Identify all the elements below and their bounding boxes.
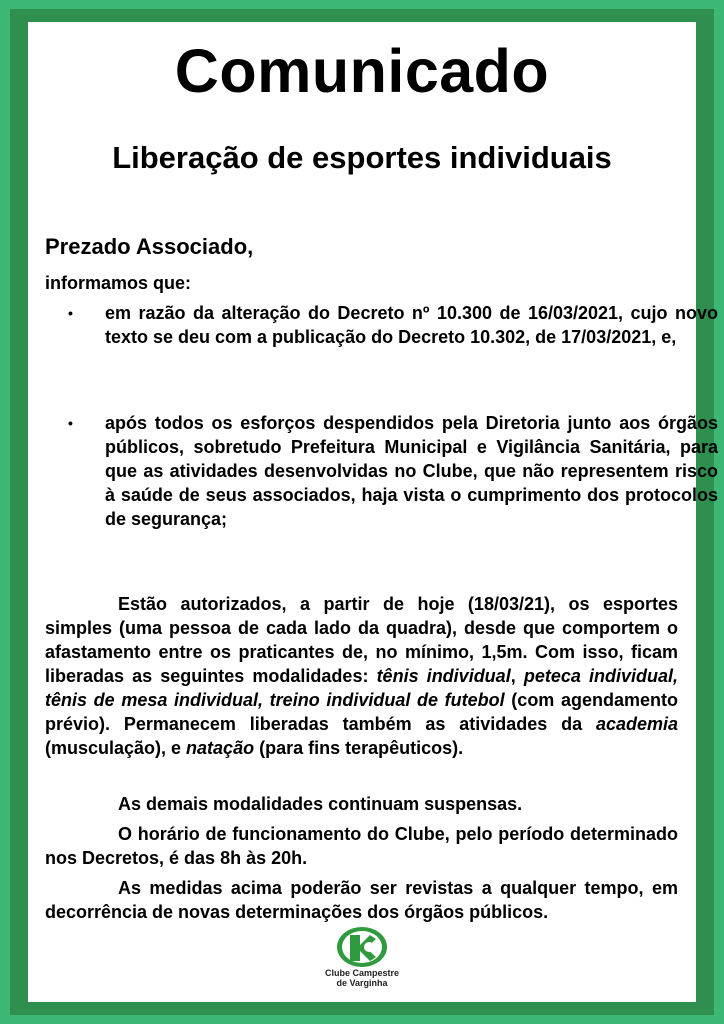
- paragraph-hours: O horário de funcionamento do Clube, pelo período determinado nos Decretos, é das 8h às 20h.: [45, 824, 678, 868]
- document-title: Comunicado: [174, 37, 550, 105]
- logo-caption-line1: Clube Campestre: [324, 968, 400, 978]
- logo-caption-line2: de Varginha: [336, 978, 388, 988]
- bullet-marker: •: [68, 415, 73, 431]
- document-subtitle: Liberação de esportes individuais: [112, 140, 612, 175]
- bullet-text: em razão da alteração do Decreto nº 10.300 de 16/03/2021, cujo novo texto se deu com a publicação do Decreto 10.302, de 17/03/2021, e,: [105, 303, 718, 347]
- paragraph-suspended: As demais modalidades continuam suspensas.: [118, 794, 523, 814]
- greeting: Prezado Associado,: [45, 234, 254, 259]
- paragraph-revision: As medidas acima poderão ser revistas a qualquer tempo, em decorrência de novas determinações dos órgãos públicos.: [45, 878, 678, 922]
- club-logo-icon: [336, 926, 388, 968]
- document-page: [28, 22, 718, 1002]
- bullet-marker: •: [68, 305, 73, 321]
- paragraph-authorized: Estão autorizados, a partir de hoje (18/03/21), os esportes simples (uma pessoa de cada lado da quadra), desde que comportem o afastamento entre os praticantes de, no mínimo, 1,5m. Com isso, ficam liberadas as seguintes modalidades: tênis individual, peteca individual, tênis de mesa individual, treino individual de futebol (com agendamento prévio). Permanecem liberadas também as atividades da academia (musculação), e natação (para fins terapêuticos).: [45, 594, 678, 758]
- club-logo: [310, 926, 414, 998]
- intro-text: informamos que:: [45, 273, 192, 293]
- bullet-text: após todos os esforços despendidos pela Diretoria junto aos órgãos públicos, sobretudo Prefeitura Municipal e Vigilância Sanitária, para que as atividades desenvolvidas no Clube, que não representem risco à saúde de seus associados, haja vista o cumprimento dos protocolos de segurança;: [105, 413, 718, 529]
